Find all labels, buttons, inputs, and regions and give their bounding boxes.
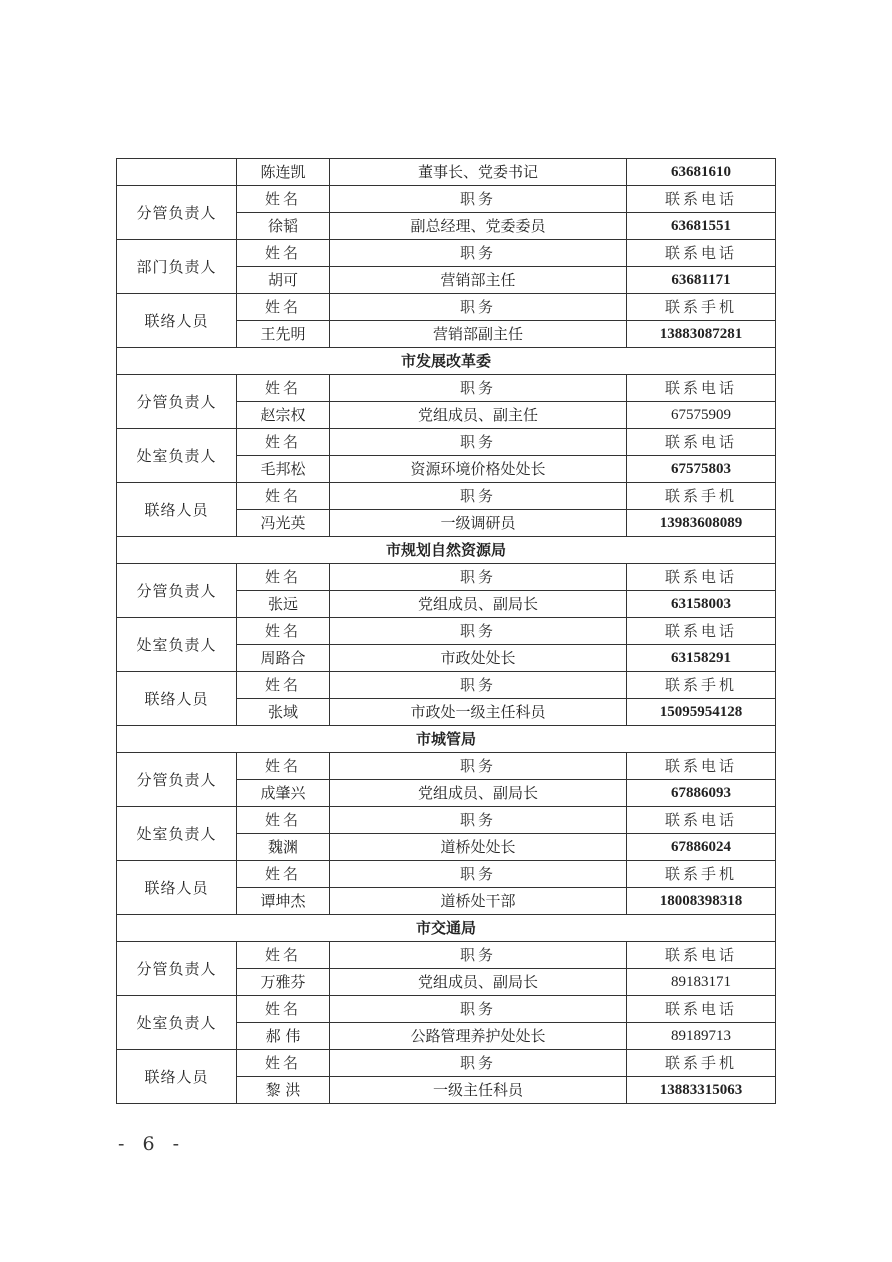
group-label: 分管负责人 <box>117 564 237 618</box>
phone-header: 联系电话 <box>627 429 776 456</box>
section-title: 市发展改革委 <box>117 348 776 375</box>
phone-cell: 63681551 <box>627 213 776 240</box>
group-label: 处室负责人 <box>117 618 237 672</box>
position-cell: 道桥处处长 <box>330 834 627 861</box>
table-row <box>117 861 776 888</box>
group-label: 分管负责人 <box>117 942 237 996</box>
phone-header: 联系电话 <box>627 753 776 780</box>
name-header: 姓名 <box>237 807 330 834</box>
group-label: 联络人员 <box>117 861 237 915</box>
mobile-header: 联系手机 <box>627 861 776 888</box>
section-row <box>117 537 776 564</box>
name-header: 姓名 <box>237 1050 330 1077</box>
mobile-header: 联系手机 <box>627 1050 776 1077</box>
position-header: 职务 <box>330 942 627 969</box>
position-cell: 副总经理、党委委员 <box>330 213 627 240</box>
phone-header: 联系电话 <box>627 564 776 591</box>
page-number: - 6 - <box>118 1133 186 1155</box>
name-header: 姓名 <box>237 942 330 969</box>
mobile-cell: 13883087281 <box>627 321 776 348</box>
name-header: 姓名 <box>237 483 330 510</box>
group-label: 分管负责人 <box>117 375 237 429</box>
name-header: 姓名 <box>237 753 330 780</box>
position-cell: 市政处处长 <box>330 645 627 672</box>
phone-cell: 63681171 <box>627 267 776 294</box>
position-cell: 董事长、党委书记 <box>330 159 627 186</box>
mobile-cell: 15095954128 <box>627 699 776 726</box>
name-header: 姓名 <box>237 429 330 456</box>
mobile-cell: 13983608089 <box>627 510 776 537</box>
phone-cell: 89189713 <box>627 1023 776 1050</box>
table-row <box>117 996 776 1023</box>
table-row <box>117 672 776 699</box>
phone-header: 联系电话 <box>627 186 776 213</box>
phone-header: 联系电话 <box>627 375 776 402</box>
position-header: 职务 <box>330 672 627 699</box>
name-header: 姓名 <box>237 240 330 267</box>
group-label: 联络人员 <box>117 294 237 348</box>
position-cell: 道桥处干部 <box>330 888 627 915</box>
name-header: 姓名 <box>237 294 330 321</box>
phone-cell: 63158003 <box>627 591 776 618</box>
position-header: 职务 <box>330 240 627 267</box>
phone-cell: 89183171 <box>627 969 776 996</box>
phone-cell: 67886024 <box>627 834 776 861</box>
phone-cell: 63681610 <box>627 159 776 186</box>
phone-header: 联系电话 <box>627 240 776 267</box>
position-header: 职务 <box>330 186 627 213</box>
mobile-header: 联系手机 <box>627 672 776 699</box>
name-cell: 张远 <box>237 591 330 618</box>
name-cell: 赵宗权 <box>237 402 330 429</box>
phone-cell: 63158291 <box>627 645 776 672</box>
position-cell: 党组成员、副主任 <box>330 402 627 429</box>
position-cell: 党组成员、副局长 <box>330 780 627 807</box>
section-row <box>117 348 776 375</box>
table-row <box>117 564 776 591</box>
position-cell: 党组成员、副局长 <box>330 969 627 996</box>
position-cell: 党组成员、副局长 <box>330 591 627 618</box>
table-row <box>117 240 776 267</box>
group-label: 处室负责人 <box>117 807 237 861</box>
position-cell: 一级主任科员 <box>330 1077 627 1104</box>
group-label: 联络人员 <box>117 672 237 726</box>
name-cell: 陈连凯 <box>237 159 330 186</box>
name-header: 姓名 <box>237 861 330 888</box>
position-header: 职务 <box>330 861 627 888</box>
mobile-cell: 13883315063 <box>627 1077 776 1104</box>
group-label: 分管负责人 <box>117 186 237 240</box>
table-row <box>117 807 776 834</box>
table-row <box>117 483 776 510</box>
phone-cell: 67575803 <box>627 456 776 483</box>
table-row <box>117 618 776 645</box>
table-row <box>117 942 776 969</box>
position-header: 职务 <box>330 483 627 510</box>
name-header: 姓名 <box>237 375 330 402</box>
position-header: 职务 <box>330 294 627 321</box>
phone-header: 联系电话 <box>627 807 776 834</box>
phone-cell: 67886093 <box>627 780 776 807</box>
section-title: 市交通局 <box>117 915 776 942</box>
position-header: 职务 <box>330 375 627 402</box>
mobile-header: 联系手机 <box>627 294 776 321</box>
name-cell: 张域 <box>237 699 330 726</box>
section-title: 市城管局 <box>117 726 776 753</box>
name-header: 姓名 <box>237 186 330 213</box>
position-header: 职务 <box>330 564 627 591</box>
name-cell: 郝 伟 <box>237 1023 330 1050</box>
position-header: 职务 <box>330 618 627 645</box>
table-row <box>117 753 776 780</box>
contact-table <box>116 158 776 1104</box>
group-label: 部门负责人 <box>117 240 237 294</box>
position-header: 职务 <box>330 753 627 780</box>
name-cell: 成肇兴 <box>237 780 330 807</box>
name-cell: 黎 洪 <box>237 1077 330 1104</box>
name-cell: 万雅芬 <box>237 969 330 996</box>
position-header: 职务 <box>330 1050 627 1077</box>
name-cell: 谭坤杰 <box>237 888 330 915</box>
position-cell: 营销部副主任 <box>330 321 627 348</box>
position-cell: 市政处一级主任科员 <box>330 699 627 726</box>
name-cell: 周路合 <box>237 645 330 672</box>
phone-cell: 67575909 <box>627 402 776 429</box>
group-cell-empty <box>117 159 237 186</box>
group-label: 分管负责人 <box>117 753 237 807</box>
name-header: 姓名 <box>237 996 330 1023</box>
group-label: 处室负责人 <box>117 996 237 1050</box>
name-header: 姓名 <box>237 564 330 591</box>
section-row <box>117 915 776 942</box>
mobile-header: 联系手机 <box>627 483 776 510</box>
position-cell: 营销部主任 <box>330 267 627 294</box>
table-row <box>117 429 776 456</box>
table-row <box>117 294 776 321</box>
phone-header: 联系电话 <box>627 618 776 645</box>
position-cell: 公路管理养护处处长 <box>330 1023 627 1050</box>
phone-header: 联系电话 <box>627 942 776 969</box>
table-row <box>117 1050 776 1077</box>
table-row <box>117 186 776 213</box>
name-cell: 冯光英 <box>237 510 330 537</box>
group-label: 联络人员 <box>117 1050 237 1104</box>
mobile-cell: 18008398318 <box>627 888 776 915</box>
name-cell: 魏渊 <box>237 834 330 861</box>
group-label: 处室负责人 <box>117 429 237 483</box>
position-cell: 资源环境价格处处长 <box>330 456 627 483</box>
table-row <box>117 159 776 186</box>
section-title: 市规划自然资源局 <box>117 537 776 564</box>
name-header: 姓名 <box>237 672 330 699</box>
name-cell: 毛邦松 <box>237 456 330 483</box>
section-row <box>117 726 776 753</box>
table-row <box>117 375 776 402</box>
name-cell: 徐韬 <box>237 213 330 240</box>
group-label: 联络人员 <box>117 483 237 537</box>
name-header: 姓名 <box>237 618 330 645</box>
position-header: 职务 <box>330 996 627 1023</box>
name-cell: 王先明 <box>237 321 330 348</box>
name-cell: 胡可 <box>237 267 330 294</box>
phone-header: 联系电话 <box>627 996 776 1023</box>
position-header: 职务 <box>330 807 627 834</box>
position-cell: 一级调研员 <box>330 510 627 537</box>
position-header: 职务 <box>330 429 627 456</box>
